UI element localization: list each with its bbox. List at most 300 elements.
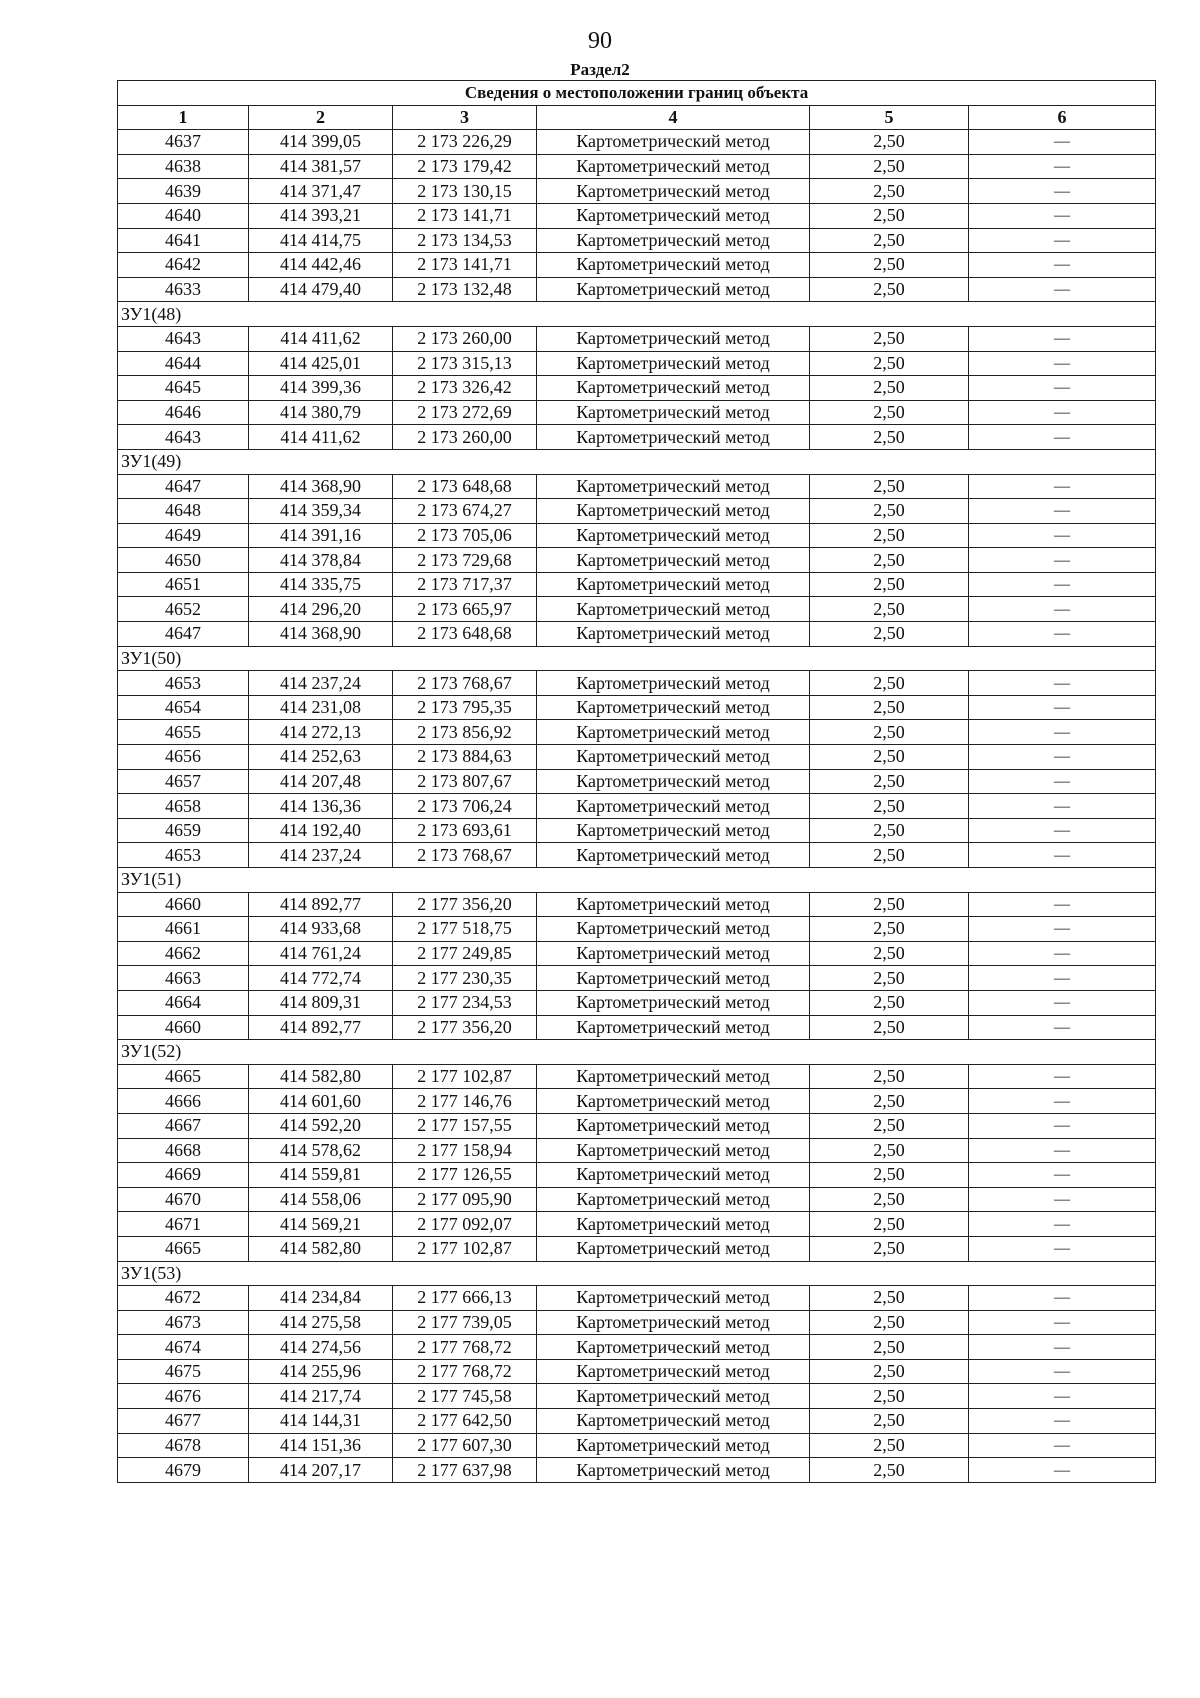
point-number-cell: 4643 — [118, 326, 249, 351]
accuracy-cell: 2,50 — [810, 499, 969, 524]
point-number-cell: 4660 — [118, 892, 249, 917]
method-cell: Картометрический метод — [537, 818, 810, 843]
table-row — [118, 1359, 1156, 1384]
group-label: ЗУ1(49) — [118, 449, 1156, 474]
y-coordinate-cell: 2 173 326,42 — [393, 376, 537, 401]
accuracy-cell: 2,50 — [810, 990, 969, 1015]
point-number-cell: 4640 — [118, 203, 249, 228]
table-row — [118, 326, 1156, 351]
note-cell: — — [969, 671, 1156, 696]
point-number-cell: 4670 — [118, 1187, 249, 1212]
method-cell: Картометрический метод — [537, 1458, 810, 1483]
method-cell: Картометрический метод — [537, 1015, 810, 1040]
x-coordinate-cell: 414 414,75 — [249, 228, 393, 253]
table-row — [118, 1015, 1156, 1040]
method-cell: Картометрический метод — [537, 917, 810, 942]
y-coordinate-cell: 2 177 745,58 — [393, 1384, 537, 1409]
point-number-cell: 4653 — [118, 843, 249, 868]
method-cell: Картометрический метод — [537, 179, 810, 204]
x-coordinate-cell: 414 892,77 — [249, 1015, 393, 1040]
method-cell: Картометрический метод — [537, 253, 810, 278]
x-coordinate-cell: 414 144,31 — [249, 1409, 393, 1434]
note-cell: — — [969, 326, 1156, 351]
x-coordinate-cell: 414 442,46 — [249, 253, 393, 278]
table-row — [118, 1138, 1156, 1163]
method-cell: Картометрический метод — [537, 1335, 810, 1360]
table-row — [118, 1286, 1156, 1311]
column-number: 2 — [249, 105, 393, 130]
caption-row — [118, 81, 1156, 106]
note-cell: — — [969, 720, 1156, 745]
point-number-cell: 4668 — [118, 1138, 249, 1163]
y-coordinate-cell: 2 177 739,05 — [393, 1310, 537, 1335]
method-cell: Картометрический метод — [537, 720, 810, 745]
group-row — [118, 1040, 1156, 1065]
method-cell: Картометрический метод — [537, 1433, 810, 1458]
y-coordinate-cell: 2 177 637,98 — [393, 1458, 537, 1483]
x-coordinate-cell: 414 368,90 — [249, 474, 393, 499]
y-coordinate-cell: 2 177 356,20 — [393, 892, 537, 917]
note-cell: — — [969, 130, 1156, 155]
table-row — [118, 990, 1156, 1015]
x-coordinate-cell: 414 399,05 — [249, 130, 393, 155]
table-row — [118, 474, 1156, 499]
x-coordinate-cell: 414 425,01 — [249, 351, 393, 376]
table-row — [118, 277, 1156, 302]
group-label: ЗУ1(51) — [118, 868, 1156, 893]
table-row — [118, 695, 1156, 720]
y-coordinate-cell: 2 177 666,13 — [393, 1286, 537, 1311]
table-row — [118, 1433, 1156, 1458]
group-label: ЗУ1(48) — [118, 302, 1156, 327]
y-coordinate-cell: 2 177 642,50 — [393, 1409, 537, 1434]
point-number-cell: 4642 — [118, 253, 249, 278]
table-row — [118, 154, 1156, 179]
table-caption: Сведения о местоположении границ объекта — [118, 81, 1156, 106]
x-coordinate-cell: 414 234,84 — [249, 1286, 393, 1311]
method-cell: Картометрический метод — [537, 351, 810, 376]
group-row — [118, 868, 1156, 893]
accuracy-cell: 2,50 — [810, 1359, 969, 1384]
note-cell: — — [969, 474, 1156, 499]
x-coordinate-cell: 414 761,24 — [249, 941, 393, 966]
x-coordinate-cell: 414 136,36 — [249, 794, 393, 819]
accuracy-cell: 2,50 — [810, 818, 969, 843]
accuracy-cell: 2,50 — [810, 1138, 969, 1163]
point-number-cell: 4647 — [118, 474, 249, 499]
method-cell: Картометрический метод — [537, 794, 810, 819]
note-cell: — — [969, 941, 1156, 966]
y-coordinate-cell: 2 173 648,68 — [393, 622, 537, 647]
x-coordinate-cell: 414 151,36 — [249, 1433, 393, 1458]
y-coordinate-cell: 2 173 729,68 — [393, 548, 537, 573]
table-row — [118, 941, 1156, 966]
point-number-cell: 4652 — [118, 597, 249, 622]
x-coordinate-cell: 414 274,56 — [249, 1335, 393, 1360]
note-cell: — — [969, 1359, 1156, 1384]
y-coordinate-cell: 2 177 092,07 — [393, 1212, 537, 1237]
note-cell: — — [969, 523, 1156, 548]
point-number-cell: 4648 — [118, 499, 249, 524]
table-row — [118, 228, 1156, 253]
accuracy-cell: 2,50 — [810, 1310, 969, 1335]
table-row — [118, 1113, 1156, 1138]
method-cell: Картометрический метод — [537, 1310, 810, 1335]
x-coordinate-cell: 414 207,17 — [249, 1458, 393, 1483]
accuracy-cell: 2,50 — [810, 745, 969, 770]
point-number-cell: 4678 — [118, 1433, 249, 1458]
x-coordinate-cell: 414 381,57 — [249, 154, 393, 179]
note-cell: — — [969, 179, 1156, 204]
table-row — [118, 843, 1156, 868]
point-number-cell: 4672 — [118, 1286, 249, 1311]
accuracy-cell: 2,50 — [810, 1335, 969, 1360]
accuracy-cell: 2,50 — [810, 523, 969, 548]
accuracy-cell: 2,50 — [810, 326, 969, 351]
point-number-cell: 4650 — [118, 548, 249, 573]
point-number-cell: 4665 — [118, 1064, 249, 1089]
method-cell: Картометрический метод — [537, 1286, 810, 1311]
accuracy-cell: 2,50 — [810, 1433, 969, 1458]
table-row — [118, 130, 1156, 155]
accuracy-cell: 2,50 — [810, 1286, 969, 1311]
point-number-cell: 4644 — [118, 351, 249, 376]
y-coordinate-cell: 2 177 230,35 — [393, 966, 537, 991]
y-coordinate-cell: 2 173 807,67 — [393, 769, 537, 794]
y-coordinate-cell: 2 177 102,87 — [393, 1236, 537, 1261]
method-cell: Картометрический метод — [537, 966, 810, 991]
accuracy-cell: 2,50 — [810, 1212, 969, 1237]
method-cell: Картометрический метод — [537, 1384, 810, 1409]
accuracy-cell: 2,50 — [810, 548, 969, 573]
point-number-cell: 4643 — [118, 425, 249, 450]
accuracy-cell: 2,50 — [810, 1187, 969, 1212]
group-label: ЗУ1(52) — [118, 1040, 1156, 1065]
table-row — [118, 523, 1156, 548]
table-row — [118, 351, 1156, 376]
x-coordinate-cell: 414 391,16 — [249, 523, 393, 548]
x-coordinate-cell: 414 772,74 — [249, 966, 393, 991]
accuracy-cell: 2,50 — [810, 572, 969, 597]
accuracy-cell: 2,50 — [810, 1409, 969, 1434]
table-row — [118, 917, 1156, 942]
table-body — [118, 81, 1156, 1483]
accuracy-cell: 2,50 — [810, 228, 969, 253]
note-cell: — — [969, 1335, 1156, 1360]
note-cell: — — [969, 597, 1156, 622]
x-coordinate-cell: 414 371,47 — [249, 179, 393, 204]
note-cell: — — [969, 1433, 1156, 1458]
point-number-cell: 4666 — [118, 1089, 249, 1114]
point-number-cell: 4674 — [118, 1335, 249, 1360]
accuracy-cell: 2,50 — [810, 1163, 969, 1188]
accuracy-cell: 2,50 — [810, 1113, 969, 1138]
note-cell: — — [969, 1310, 1156, 1335]
x-coordinate-cell: 414 569,21 — [249, 1212, 393, 1237]
column-number: 3 — [393, 105, 537, 130]
y-coordinate-cell: 2 173 272,69 — [393, 400, 537, 425]
method-cell: Картометрический метод — [537, 695, 810, 720]
table-row — [118, 794, 1156, 819]
accuracy-cell: 2,50 — [810, 154, 969, 179]
y-coordinate-cell: 2 177 518,75 — [393, 917, 537, 942]
note-cell: — — [969, 1015, 1156, 1040]
note-cell: — — [969, 1236, 1156, 1261]
y-coordinate-cell: 2 177 126,55 — [393, 1163, 537, 1188]
y-coordinate-cell: 2 173 795,35 — [393, 695, 537, 720]
method-cell: Картометрический метод — [537, 154, 810, 179]
table-row — [118, 622, 1156, 647]
y-coordinate-cell: 2 173 130,15 — [393, 179, 537, 204]
method-cell: Картометрический метод — [537, 1064, 810, 1089]
note-cell: — — [969, 1384, 1156, 1409]
note-cell: — — [969, 1064, 1156, 1089]
y-coordinate-cell: 2 177 234,53 — [393, 990, 537, 1015]
table-row — [118, 1187, 1156, 1212]
table-row — [118, 1064, 1156, 1089]
x-coordinate-cell: 414 237,24 — [249, 671, 393, 696]
y-coordinate-cell: 2 173 768,67 — [393, 671, 537, 696]
table-row — [118, 203, 1156, 228]
method-cell: Картометрический метод — [537, 769, 810, 794]
table-row — [118, 769, 1156, 794]
y-coordinate-cell: 2 173 648,68 — [393, 474, 537, 499]
point-number-cell: 4645 — [118, 376, 249, 401]
point-number-cell: 4664 — [118, 990, 249, 1015]
note-cell: — — [969, 499, 1156, 524]
y-coordinate-cell: 2 173 768,67 — [393, 843, 537, 868]
point-number-cell: 4656 — [118, 745, 249, 770]
group-label: ЗУ1(53) — [118, 1261, 1156, 1286]
note-cell: — — [969, 351, 1156, 376]
y-coordinate-cell: 2 177 158,94 — [393, 1138, 537, 1163]
x-coordinate-cell: 414 359,34 — [249, 499, 393, 524]
note-cell: — — [969, 572, 1156, 597]
accuracy-cell: 2,50 — [810, 1384, 969, 1409]
note-cell: — — [969, 203, 1156, 228]
point-number-cell: 4655 — [118, 720, 249, 745]
group-row — [118, 1261, 1156, 1286]
y-coordinate-cell: 2 177 095,90 — [393, 1187, 537, 1212]
y-coordinate-cell: 2 173 706,24 — [393, 794, 537, 819]
accuracy-cell: 2,50 — [810, 1236, 969, 1261]
method-cell: Картометрический метод — [537, 597, 810, 622]
y-coordinate-cell: 2 177 146,76 — [393, 1089, 537, 1114]
note-cell: — — [969, 745, 1156, 770]
note-cell: — — [969, 769, 1156, 794]
y-coordinate-cell: 2 177 607,30 — [393, 1433, 537, 1458]
method-cell: Картометрический метод — [537, 572, 810, 597]
y-coordinate-cell: 2 177 356,20 — [393, 1015, 537, 1040]
accuracy-cell: 2,50 — [810, 720, 969, 745]
accuracy-cell: 2,50 — [810, 1015, 969, 1040]
y-coordinate-cell: 2 173 226,29 — [393, 130, 537, 155]
method-cell: Картометрический метод — [537, 1089, 810, 1114]
point-number-cell: 4677 — [118, 1409, 249, 1434]
column-number-row — [118, 105, 1156, 130]
accuracy-cell: 2,50 — [810, 671, 969, 696]
table-row — [118, 720, 1156, 745]
note-cell: — — [969, 253, 1156, 278]
x-coordinate-cell: 414 809,31 — [249, 990, 393, 1015]
group-row — [118, 302, 1156, 327]
point-number-cell: 4657 — [118, 769, 249, 794]
y-coordinate-cell: 2 173 141,71 — [393, 203, 537, 228]
point-number-cell: 4662 — [118, 941, 249, 966]
note-cell: — — [969, 794, 1156, 819]
accuracy-cell: 2,50 — [810, 1089, 969, 1114]
column-number: 6 — [969, 105, 1156, 130]
y-coordinate-cell: 2 177 249,85 — [393, 941, 537, 966]
point-number-cell: 4676 — [118, 1384, 249, 1409]
note-cell: — — [969, 818, 1156, 843]
point-number-cell: 4646 — [118, 400, 249, 425]
table-row — [118, 499, 1156, 524]
table-row — [118, 1236, 1156, 1261]
table-row — [118, 1458, 1156, 1483]
accuracy-cell: 2,50 — [810, 966, 969, 991]
accuracy-cell: 2,50 — [810, 376, 969, 401]
y-coordinate-cell: 2 173 315,13 — [393, 351, 537, 376]
point-number-cell: 4673 — [118, 1310, 249, 1335]
accuracy-cell: 2,50 — [810, 1458, 969, 1483]
accuracy-cell: 2,50 — [810, 597, 969, 622]
x-coordinate-cell: 414 255,96 — [249, 1359, 393, 1384]
accuracy-cell: 2,50 — [810, 179, 969, 204]
method-cell: Картометрический метод — [537, 1409, 810, 1434]
note-cell: — — [969, 1089, 1156, 1114]
accuracy-cell: 2,50 — [810, 769, 969, 794]
column-number: 5 — [810, 105, 969, 130]
method-cell: Картометрический метод — [537, 425, 810, 450]
x-coordinate-cell: 414 558,06 — [249, 1187, 393, 1212]
x-coordinate-cell: 414 582,80 — [249, 1236, 393, 1261]
x-coordinate-cell: 414 231,08 — [249, 695, 393, 720]
note-cell: — — [969, 1113, 1156, 1138]
boundary-table — [117, 80, 1156, 1483]
y-coordinate-cell: 2 173 693,61 — [393, 818, 537, 843]
x-coordinate-cell: 414 252,63 — [249, 745, 393, 770]
table-row — [118, 745, 1156, 770]
x-coordinate-cell: 414 393,21 — [249, 203, 393, 228]
method-cell: Картометрический метод — [537, 326, 810, 351]
point-number-cell: 4649 — [118, 523, 249, 548]
note-cell: — — [969, 1163, 1156, 1188]
note-cell: — — [969, 1286, 1156, 1311]
note-cell: — — [969, 376, 1156, 401]
x-coordinate-cell: 414 272,13 — [249, 720, 393, 745]
y-coordinate-cell: 2 173 674,27 — [393, 499, 537, 524]
note-cell: — — [969, 1212, 1156, 1237]
accuracy-cell: 2,50 — [810, 474, 969, 499]
accuracy-cell: 2,50 — [810, 843, 969, 868]
x-coordinate-cell: 414 399,36 — [249, 376, 393, 401]
x-coordinate-cell: 414 217,74 — [249, 1384, 393, 1409]
method-cell: Картометрический метод — [537, 376, 810, 401]
table-row — [118, 1384, 1156, 1409]
table-row — [118, 400, 1156, 425]
table-row — [118, 425, 1156, 450]
accuracy-cell: 2,50 — [810, 892, 969, 917]
table-row — [118, 818, 1156, 843]
point-number-cell: 4647 — [118, 622, 249, 647]
x-coordinate-cell: 414 582,80 — [249, 1064, 393, 1089]
group-row — [118, 449, 1156, 474]
x-coordinate-cell: 414 933,68 — [249, 917, 393, 942]
y-coordinate-cell: 2 173 856,92 — [393, 720, 537, 745]
note-cell: — — [969, 917, 1156, 942]
note-cell: — — [969, 843, 1156, 868]
point-number-cell: 4641 — [118, 228, 249, 253]
method-cell: Картометрический метод — [537, 474, 810, 499]
note-cell: — — [969, 400, 1156, 425]
method-cell: Картометрический метод — [537, 1359, 810, 1384]
y-coordinate-cell: 2 173 665,97 — [393, 597, 537, 622]
accuracy-cell: 2,50 — [810, 1064, 969, 1089]
y-coordinate-cell: 2 173 132,48 — [393, 277, 537, 302]
accuracy-cell: 2,50 — [810, 253, 969, 278]
x-coordinate-cell: 414 479,40 — [249, 277, 393, 302]
note-cell: — — [969, 1458, 1156, 1483]
x-coordinate-cell: 414 296,20 — [249, 597, 393, 622]
note-cell: — — [969, 1187, 1156, 1212]
y-coordinate-cell: 2 173 705,06 — [393, 523, 537, 548]
accuracy-cell: 2,50 — [810, 203, 969, 228]
x-coordinate-cell: 414 275,58 — [249, 1310, 393, 1335]
group-row — [118, 646, 1156, 671]
note-cell: — — [969, 892, 1156, 917]
table-row — [118, 376, 1156, 401]
method-cell: Картометрический метод — [537, 1113, 810, 1138]
method-cell: Картометрический метод — [537, 1187, 810, 1212]
point-number-cell: 4667 — [118, 1113, 249, 1138]
table-row — [118, 966, 1156, 991]
method-cell: Картометрический метод — [537, 523, 810, 548]
accuracy-cell: 2,50 — [810, 622, 969, 647]
accuracy-cell: 2,50 — [810, 425, 969, 450]
x-coordinate-cell: 414 380,79 — [249, 400, 393, 425]
table-row — [118, 572, 1156, 597]
page-number: 90 — [588, 28, 612, 54]
group-label: ЗУ1(50) — [118, 646, 1156, 671]
table-row — [118, 253, 1156, 278]
x-coordinate-cell: 414 601,60 — [249, 1089, 393, 1114]
table-row — [118, 1089, 1156, 1114]
point-number-cell: 4658 — [118, 794, 249, 819]
point-number-cell: 4660 — [118, 1015, 249, 1040]
x-coordinate-cell: 414 368,90 — [249, 622, 393, 647]
accuracy-cell: 2,50 — [810, 941, 969, 966]
point-number-cell: 4665 — [118, 1236, 249, 1261]
method-cell: Картометрический метод — [537, 892, 810, 917]
y-coordinate-cell: 2 173 717,37 — [393, 572, 537, 597]
method-cell: Картометрический метод — [537, 130, 810, 155]
accuracy-cell: 2,50 — [810, 277, 969, 302]
point-number-cell: 4653 — [118, 671, 249, 696]
table-row — [118, 1310, 1156, 1335]
note-cell: — — [969, 1409, 1156, 1434]
table-row — [118, 671, 1156, 696]
y-coordinate-cell: 2 173 260,00 — [393, 425, 537, 450]
y-coordinate-cell: 2 173 134,53 — [393, 228, 537, 253]
table-row — [118, 548, 1156, 573]
table-row — [118, 1409, 1156, 1434]
point-number-cell: 4633 — [118, 277, 249, 302]
column-number: 4 — [537, 105, 810, 130]
method-cell: Картометрический метод — [537, 548, 810, 573]
point-number-cell: 4669 — [118, 1163, 249, 1188]
point-number-cell: 4651 — [118, 572, 249, 597]
